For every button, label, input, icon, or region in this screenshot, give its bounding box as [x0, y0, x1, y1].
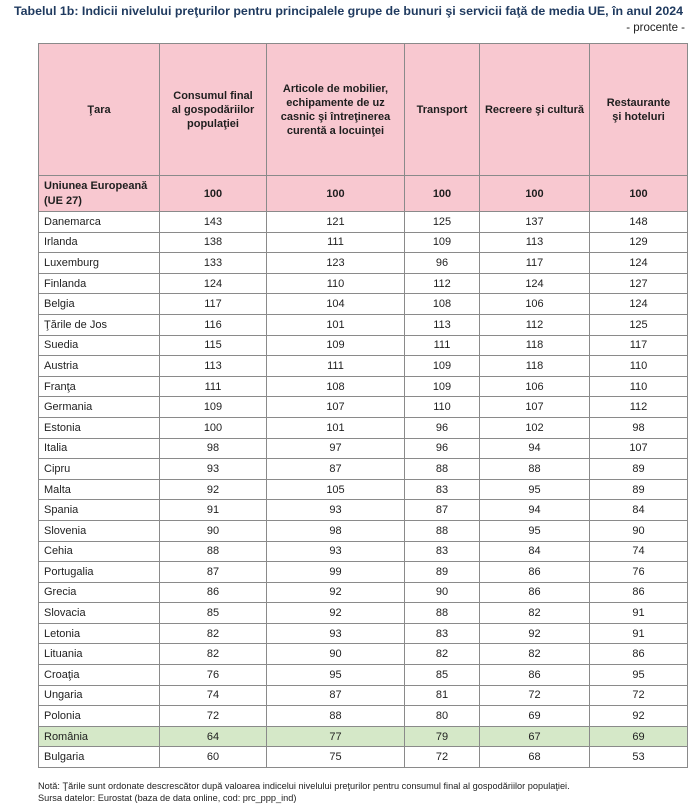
value-cell: 124: [160, 273, 267, 294]
value-cell: 109: [160, 397, 267, 418]
country-cell: Franţa: [39, 376, 160, 397]
value-cell: 127: [590, 273, 688, 294]
value-cell: 88: [405, 603, 480, 624]
table-row: [39, 685, 688, 706]
value-cell: 110: [405, 397, 480, 418]
value-cell: 113: [405, 314, 480, 335]
country-cell: Slovacia: [39, 603, 160, 624]
value-cell: 125: [405, 212, 480, 233]
value-cell: 100: [480, 176, 590, 212]
value-cell: 88: [405, 520, 480, 541]
table-row: [39, 438, 688, 459]
value-cell: 112: [590, 397, 688, 418]
note-text: Notă: Ţările sunt ordonate descrescător după valoarea indicelui nivelului preţurilor pentru consumul final al gospodăriilor populaţiei.: [38, 781, 570, 791]
value-cell: 91: [160, 500, 267, 521]
value-cell: 101: [267, 314, 405, 335]
value-cell: 97: [267, 438, 405, 459]
value-cell: 76: [590, 562, 688, 583]
value-cell: 98: [267, 520, 405, 541]
value-cell: 100: [405, 176, 480, 212]
col-header-transport: Transport: [405, 44, 480, 176]
value-cell: 104: [267, 294, 405, 315]
value-cell: 90: [405, 582, 480, 603]
value-cell: 116: [160, 314, 267, 335]
value-cell: 87: [405, 500, 480, 521]
value-cell: 74: [160, 685, 267, 706]
value-cell: 86: [590, 644, 688, 665]
country-cell: Croaţia: [39, 665, 160, 686]
value-cell: 83: [405, 479, 480, 500]
value-cell: 115: [160, 335, 267, 356]
value-cell: 95: [590, 665, 688, 686]
country-cell: Cehia: [39, 541, 160, 562]
value-cell: 88: [480, 459, 590, 480]
value-cell: 90: [267, 644, 405, 665]
value-cell: 86: [480, 582, 590, 603]
country-cell: Slovenia: [39, 520, 160, 541]
value-cell: 85: [405, 665, 480, 686]
eu-row: [39, 176, 688, 212]
value-cell: 109: [267, 335, 405, 356]
value-cell: 87: [267, 459, 405, 480]
value-cell: 53: [590, 747, 688, 768]
value-cell: 101: [267, 417, 405, 438]
country-cell: Belgia: [39, 294, 160, 315]
country-cell: Italia: [39, 438, 160, 459]
value-cell: 89: [405, 562, 480, 583]
value-cell: 60: [160, 747, 267, 768]
value-cell: 108: [267, 376, 405, 397]
value-cell: 92: [590, 706, 688, 727]
value-cell: 91: [590, 623, 688, 644]
value-cell: 124: [590, 294, 688, 315]
col-header-country: Ţara: [39, 44, 160, 176]
table-row: [39, 459, 688, 480]
country-cell: Polonia: [39, 706, 160, 727]
value-cell: 108: [405, 294, 480, 315]
table-notes: [38, 780, 570, 804]
value-cell: 106: [480, 376, 590, 397]
table-row: [39, 562, 688, 583]
table-row: [39, 623, 688, 644]
country-cell: Luxemburg: [39, 253, 160, 274]
value-cell: 112: [480, 314, 590, 335]
table-row: [39, 335, 688, 356]
value-cell: 106: [480, 294, 590, 315]
value-cell: 82: [405, 644, 480, 665]
table-row: [39, 500, 688, 521]
value-cell: 72: [590, 685, 688, 706]
value-cell: 92: [480, 623, 590, 644]
value-cell: 117: [480, 253, 590, 274]
col-header-final-consumption: Consumul final al gospodăriilor populaţiei: [160, 44, 267, 176]
table-title: Tabelul 1b: Indicii nivelului preţurilor pentru principalele grupe de bunuri şi servicii faţă de media UE, în anul 2024: [13, 4, 683, 18]
table-row: [39, 603, 688, 624]
value-cell: 100: [160, 417, 267, 438]
value-cell: 98: [160, 438, 267, 459]
value-cell: 94: [480, 500, 590, 521]
table-row: [39, 232, 688, 253]
value-cell: 129: [590, 232, 688, 253]
value-cell: 100: [590, 176, 688, 212]
value-cell: 90: [160, 520, 267, 541]
value-cell: 96: [405, 417, 480, 438]
country-cell: Ţările de Jos: [39, 314, 160, 335]
value-cell: 64: [160, 726, 267, 747]
value-cell: 93: [160, 459, 267, 480]
header-row: [39, 44, 688, 176]
value-cell: 69: [480, 706, 590, 727]
value-cell: 95: [480, 520, 590, 541]
value-cell: 72: [405, 747, 480, 768]
value-cell: 124: [480, 273, 590, 294]
value-cell: 92: [267, 582, 405, 603]
value-cell: 105: [267, 479, 405, 500]
col-header-restaurants: Restaurante şi hoteluri: [590, 44, 688, 176]
value-cell: 94: [480, 438, 590, 459]
value-cell: 137: [480, 212, 590, 233]
value-cell: 96: [405, 438, 480, 459]
table-row: [39, 356, 688, 377]
country-cell: Irlanda: [39, 232, 160, 253]
value-cell: 69: [590, 726, 688, 747]
value-cell: 93: [267, 500, 405, 521]
value-cell: 98: [590, 417, 688, 438]
value-cell: 133: [160, 253, 267, 274]
unit-label: - procente -: [626, 22, 685, 34]
table-row: [39, 294, 688, 315]
value-cell: 95: [480, 479, 590, 500]
value-cell: 83: [405, 541, 480, 562]
value-cell: 89: [590, 479, 688, 500]
country-cell: Bulgaria: [39, 747, 160, 768]
country-cell: Portugalia: [39, 562, 160, 583]
col-header-furniture: Articole de mobilier, echipamente de uz casnic şi întreţinerea curentă a locuinţei: [267, 44, 405, 176]
value-cell: 109: [405, 232, 480, 253]
value-cell: 86: [480, 665, 590, 686]
country-cell: Spania: [39, 500, 160, 521]
value-cell: 124: [590, 253, 688, 274]
country-cell: Germania: [39, 397, 160, 418]
value-cell: 111: [267, 232, 405, 253]
value-cell: 107: [590, 438, 688, 459]
value-cell: 82: [160, 623, 267, 644]
value-cell: 87: [267, 685, 405, 706]
table-row: [39, 665, 688, 686]
country-cell: Lituania: [39, 644, 160, 665]
country-cell: Austria: [39, 356, 160, 377]
value-cell: 143: [160, 212, 267, 233]
value-cell: 72: [480, 685, 590, 706]
table-row: [39, 479, 688, 500]
value-cell: 79: [405, 726, 480, 747]
table-row: [39, 212, 688, 233]
value-cell: 86: [590, 582, 688, 603]
value-cell: 82: [480, 644, 590, 665]
value-cell: 93: [267, 623, 405, 644]
country-cell: Uniunea Europeană (UE 27): [39, 176, 160, 212]
value-cell: 92: [267, 603, 405, 624]
country-cell: Cipru: [39, 459, 160, 480]
country-cell: Grecia: [39, 582, 160, 603]
value-cell: 75: [267, 747, 405, 768]
value-cell: 77: [267, 726, 405, 747]
country-cell: Estonia: [39, 417, 160, 438]
country-cell: Danemarca: [39, 212, 160, 233]
value-cell: 109: [405, 376, 480, 397]
value-cell: 86: [160, 582, 267, 603]
value-cell: 85: [160, 603, 267, 624]
value-cell: 107: [267, 397, 405, 418]
value-cell: 82: [480, 603, 590, 624]
value-cell: 87: [160, 562, 267, 583]
country-cell: România: [39, 726, 160, 747]
value-cell: 110: [590, 356, 688, 377]
value-cell: 84: [590, 500, 688, 521]
value-cell: 112: [405, 273, 480, 294]
table-row: [39, 376, 688, 397]
table-row: [39, 417, 688, 438]
country-cell: Suedia: [39, 335, 160, 356]
value-cell: 83: [405, 623, 480, 644]
price-index-table: [38, 43, 688, 768]
country-cell: Ungaria: [39, 685, 160, 706]
value-cell: 111: [267, 356, 405, 377]
value-cell: 121: [267, 212, 405, 233]
value-cell: 96: [405, 253, 480, 274]
value-cell: 107: [480, 397, 590, 418]
value-cell: 117: [590, 335, 688, 356]
value-cell: 67: [480, 726, 590, 747]
table-row: [39, 397, 688, 418]
value-cell: 100: [267, 176, 405, 212]
value-cell: 138: [160, 232, 267, 253]
value-cell: 88: [160, 541, 267, 562]
value-cell: 110: [590, 376, 688, 397]
country-cell: Letonia: [39, 623, 160, 644]
country-cell: Malta: [39, 479, 160, 500]
value-cell: 90: [590, 520, 688, 541]
col-header-recreation: Recreere şi cultură: [480, 44, 590, 176]
table-row: [39, 726, 688, 747]
value-cell: 102: [480, 417, 590, 438]
value-cell: 100: [160, 176, 267, 212]
value-cell: 92: [160, 479, 267, 500]
table-row: [39, 582, 688, 603]
value-cell: 84: [480, 541, 590, 562]
table-row: [39, 747, 688, 768]
value-cell: 111: [160, 376, 267, 397]
value-cell: 68: [480, 747, 590, 768]
value-cell: 88: [267, 706, 405, 727]
value-cell: 118: [480, 335, 590, 356]
source-text: Sursa datelor: Eurostat (baza de data online, cod: prc_ppp_ind): [38, 793, 297, 803]
value-cell: 86: [480, 562, 590, 583]
value-cell: 81: [405, 685, 480, 706]
value-cell: 89: [590, 459, 688, 480]
value-cell: 113: [480, 232, 590, 253]
value-cell: 74: [590, 541, 688, 562]
value-cell: 117: [160, 294, 267, 315]
table-row: [39, 644, 688, 665]
value-cell: 148: [590, 212, 688, 233]
value-cell: 95: [267, 665, 405, 686]
value-cell: 76: [160, 665, 267, 686]
table-row: [39, 520, 688, 541]
value-cell: 110: [267, 273, 405, 294]
value-cell: 99: [267, 562, 405, 583]
value-cell: 113: [160, 356, 267, 377]
value-cell: 109: [405, 356, 480, 377]
value-cell: 88: [405, 459, 480, 480]
value-cell: 125: [590, 314, 688, 335]
table-row: [39, 273, 688, 294]
table-row: [39, 706, 688, 727]
value-cell: 93: [267, 541, 405, 562]
value-cell: 123: [267, 253, 405, 274]
value-cell: 82: [160, 644, 267, 665]
value-cell: 72: [160, 706, 267, 727]
value-cell: 118: [480, 356, 590, 377]
table-row: [39, 541, 688, 562]
table-row: [39, 314, 688, 335]
value-cell: 80: [405, 706, 480, 727]
value-cell: 91: [590, 603, 688, 624]
table-row: [39, 253, 688, 274]
value-cell: 111: [405, 335, 480, 356]
country-cell: Finlanda: [39, 273, 160, 294]
